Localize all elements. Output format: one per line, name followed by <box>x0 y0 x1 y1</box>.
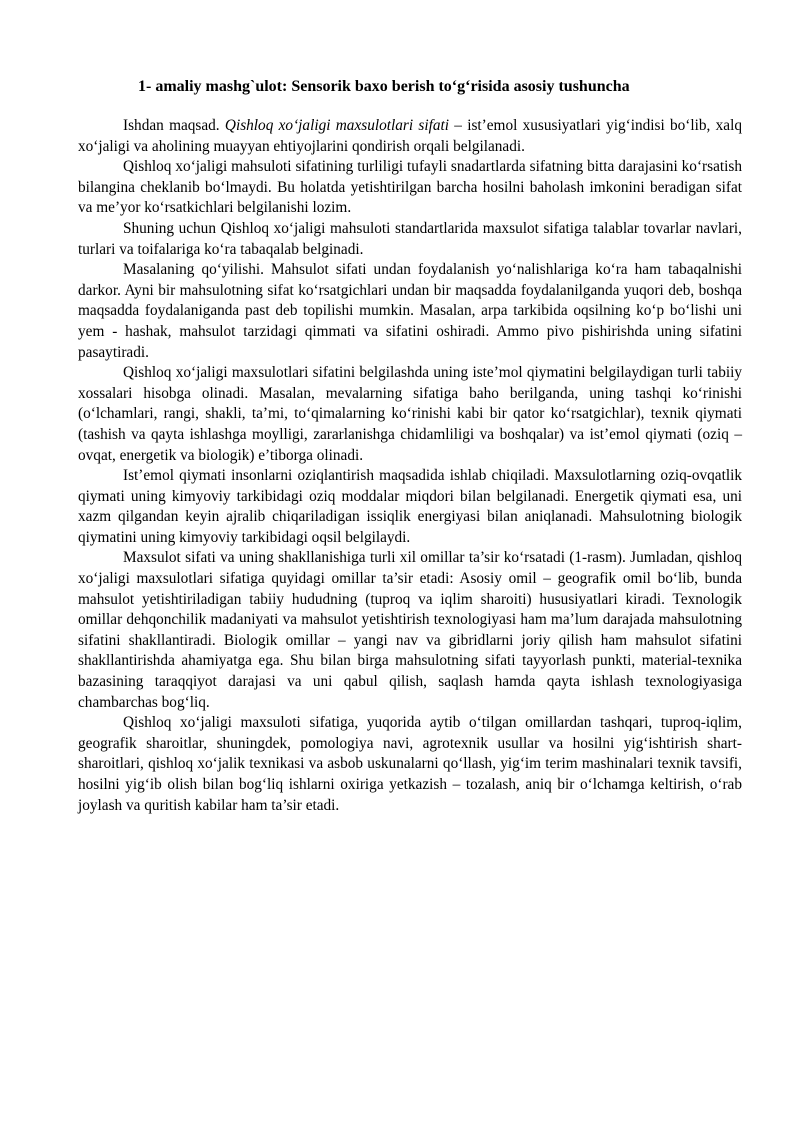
paragraph: Qishloq xo‘jaligi maxsuloti sifatiga, yuqorida aytib o‘tilgan omillardan tashqari, tuproq-iqlim, geografik sharoitlar, shuningdek, pomologiya navi, agrotexnik usullar va hosilni yig‘ishtirish shart-sharoitlari, qishloq xo‘jalik texnikasi va asbob uskunalarni qo‘llash, yig‘im terim mashinalari texnik tavsifi, hosilni yig‘ib olish bilan bog‘liq ishlarni oxiriga yetkazish – tozalash, aniq bir o‘lchamga keltirish, o‘rab joylash va quritish kabilar ham ta’sir etadi. <box>78 714 742 814</box>
paragraph: Masalaning qo‘yilishi. Mahsulot sifati undan foydalanish yo‘nalishlariga ko‘ra ham tabaqalnishi darkor. Ayni bir mahsulotning sifat ko‘rsatgichlari undan bir maqsadda foydalanilganda yuqori deb, boshqa maqsadda foydalaniganda past deb topilishi mumkin. Masalan, arpa tarkibida oqsilning ko‘p bo‘lishi uni yem - hashak, mahsulot tarzidagi qimmati va sifatini oshiradi. Ammo pivo pishirishda uning sifatini pasaytiradi. <box>78 261 742 361</box>
intro-emphasis: Qishloq xo‘jaligi maxsulotlari sifati <box>224 117 449 134</box>
paragraph: Ist’emol qiymati insonlarni oziqlantirish maqsadida ishlab chiqiladi. Maxsulotlarning oziq-ovqatlik qiymati uning kimyoviy tarkibidagi oziq moddalar miqdori bilan belgilanadi. Energetik qiymati esa, uni xazm qilgandan keyin ajralib chiqariladigan issiqlik energiyasi bilan aniqlanadi. Mahsulotning biologik qiymatini uning kimyoviy tarkibidagi oqsil belgilaydi. <box>78 467 742 546</box>
paragraph: Shuning uchun Qishloq xo‘jaligi mahsuloti standartlarida maxsulot sifatiga talablar tovarlar navlari, turlari va toifalariga ko‘ra tabaqalab belginadi. <box>78 219 742 258</box>
paragraph: Qishloq xo‘jaligi mahsuloti sifatining turliligi tufayli snadartlarda sifatning bitta darajasini ko‘rsatish bilangina cheklanib bo‘lmaydi. Bu holatda yetishtirilgan barcha hosilni baholash imkonini beradigan sifat va me’yor ko‘rsatkichlari belgilanishi lozim. <box>78 158 742 217</box>
document-title: 1- amaliy mashg`ulot: Sensorik baxo berish to‘g‘risida asosiy tushuncha <box>138 78 630 95</box>
intro-rest: – ist’emol xususiyatlari yig‘indisi bo‘lib, xalq xo‘jaligi va aholining muayyan ehtiyojlarini qondirish orqali belgilanadi. <box>78 117 742 155</box>
intro-lead: Ishdan maqsad. <box>123 117 225 134</box>
paragraph: Qishloq xo‘jaligi maxsulotlari sifatini belgilashda uning iste’mol qiymatini belgilaydigan turli tabiiy xossalari hisobga olinadi. Masalan, mevalarning sifatiga baho berilganda, uning tashqi ko‘rinishi (o‘lchamlari, rangi, shakli, ta’mi, to‘qimalarning ko‘rinishi kabi bir qator ko‘rsatgichlar), texnik qiymati (tashish va qayta ishlashga moylligi, zararlanishga chidamliligi va boshqalar) va ist’emol qiymati (oziq – ovqat, energetik va biologik) e’tiborga olinadi. <box>78 364 742 464</box>
document-page <box>78 76 742 816</box>
paragraph: Maxsulot sifati va uning shakllanishiga turli xil omillar ta’sir ko‘rsatadi (1-rasm). Jumladan, qishloq xo‘jaligi maxsulotlari sifatiga quyidagi omillar ta’sir etadi: Asosiy omil – geografik omil bo‘lib, bunda mahsulot yetishtiriladigan tabiiy hududning (tuproq va iqlim sharoiti) hususiyatlari kiradi. Texnologik omillar dehqonchilik madaniyati va mahsulot yetishtirish texnologiyasi ham ma’lum darajada mahsulotning sifatini shakllantiradi. Biologik omillar – yangi nav va gibridlarni joriy qilish ham mahsulot sifatini shakllantirishda ahamiyatga ega. Shu bilan birga mahsulotning sifati tayyorlash punkti, material-texnika bazasining taraqqiyot darajasi va uni qabul qilish, saqlash hamda qayta ishlash texnologiyasiga chambarchas bog‘liq. <box>78 549 742 711</box>
intro-paragraph <box>78 116 742 157</box>
